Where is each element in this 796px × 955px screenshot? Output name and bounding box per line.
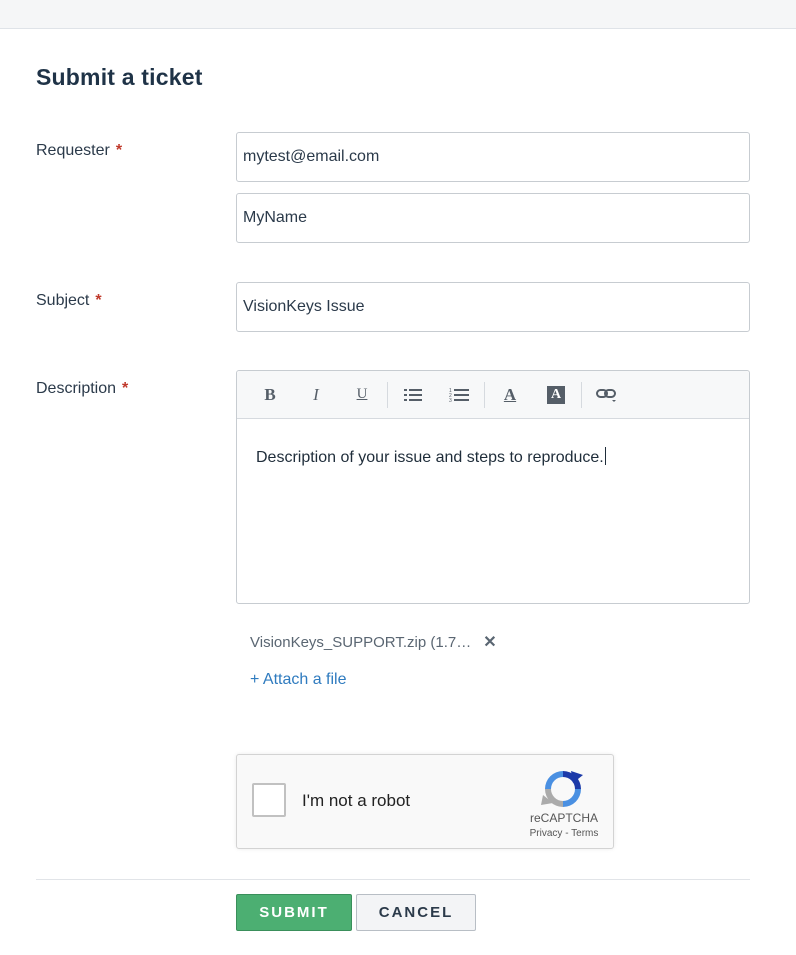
text-color-icon: A [503, 384, 517, 404]
requester-label-text: Requester [36, 142, 110, 159]
requester-email-input[interactable] [236, 132, 750, 182]
required-mark: * [122, 380, 129, 397]
attachment-item [250, 632, 497, 652]
recaptcha-logo-icon [541, 767, 585, 811]
recaptcha-privacy-link[interactable]: Privacy [529, 828, 563, 839]
background-color-button[interactable] [533, 380, 579, 410]
subject-value: VisionKeys Issue [243, 298, 365, 315]
subject-label [36, 292, 102, 310]
underline-button[interactable] [339, 380, 385, 410]
subject-input[interactable] [236, 282, 750, 332]
form-divider [36, 879, 750, 880]
recaptcha-checkbox[interactable] [252, 783, 286, 817]
requester-name-input[interactable] [236, 193, 750, 243]
description-editor [236, 370, 750, 604]
recaptcha-brand: reCAPTCHA [529, 811, 598, 825]
link-button[interactable] [584, 380, 630, 410]
editor-toolbar [237, 371, 749, 419]
attach-file-link[interactable]: + Attach a file [250, 671, 347, 688]
svg-text:2: 2 [449, 392, 452, 399]
text-color-button[interactable] [487, 380, 533, 410]
required-mark: * [95, 292, 102, 309]
recaptcha-terms-link[interactable]: Terms [571, 828, 599, 839]
requester-label [36, 142, 122, 160]
description-label-text: Description [36, 380, 117, 397]
recaptcha-label: I'm not a robot [302, 791, 411, 810]
bulleted-list-icon [404, 388, 422, 402]
subject-label-text: Subject [36, 292, 90, 309]
remove-attachment-icon[interactable]: ✕ [483, 634, 497, 651]
description-label [36, 380, 128, 398]
recaptcha-links-separator: - [562, 828, 572, 839]
bold-icon: B [264, 384, 276, 404]
top-bar [0, 0, 796, 29]
underline-icon: U [356, 386, 368, 402]
svg-text:1: 1 [449, 387, 452, 394]
toolbar-divider [484, 382, 485, 408]
link-icon [596, 387, 618, 403]
submit-button[interactable]: SUBMIT [236, 894, 352, 931]
recaptcha-widget [236, 754, 614, 849]
text-caret [605, 447, 606, 465]
description-value: Description of your issue and steps to reproduce. [256, 449, 604, 466]
numbered-list-icon [449, 388, 469, 402]
background-color-icon: A [547, 386, 565, 404]
description-textarea[interactable] [237, 419, 749, 467]
requester-name-value: MyName [243, 209, 308, 226]
required-mark: * [115, 142, 123, 159]
numbered-list-button[interactable] [436, 380, 482, 410]
italic-icon: I [313, 384, 319, 404]
page-title: Submit a ticket [36, 64, 203, 90]
italic-button[interactable] [293, 380, 339, 410]
cancel-button[interactable]: CANCEL [356, 894, 476, 931]
svg-text:3: 3 [449, 397, 452, 402]
toolbar-divider [581, 382, 582, 408]
recaptcha-links [521, 828, 607, 839]
attachment-filename: VisionKeys_SUPPORT.zip (1.7… [250, 633, 472, 651]
requester-email-value: mytest@email.com [243, 148, 380, 165]
toolbar-divider [387, 382, 388, 408]
bold-button[interactable] [247, 380, 293, 410]
bulleted-list-button[interactable] [390, 380, 436, 410]
